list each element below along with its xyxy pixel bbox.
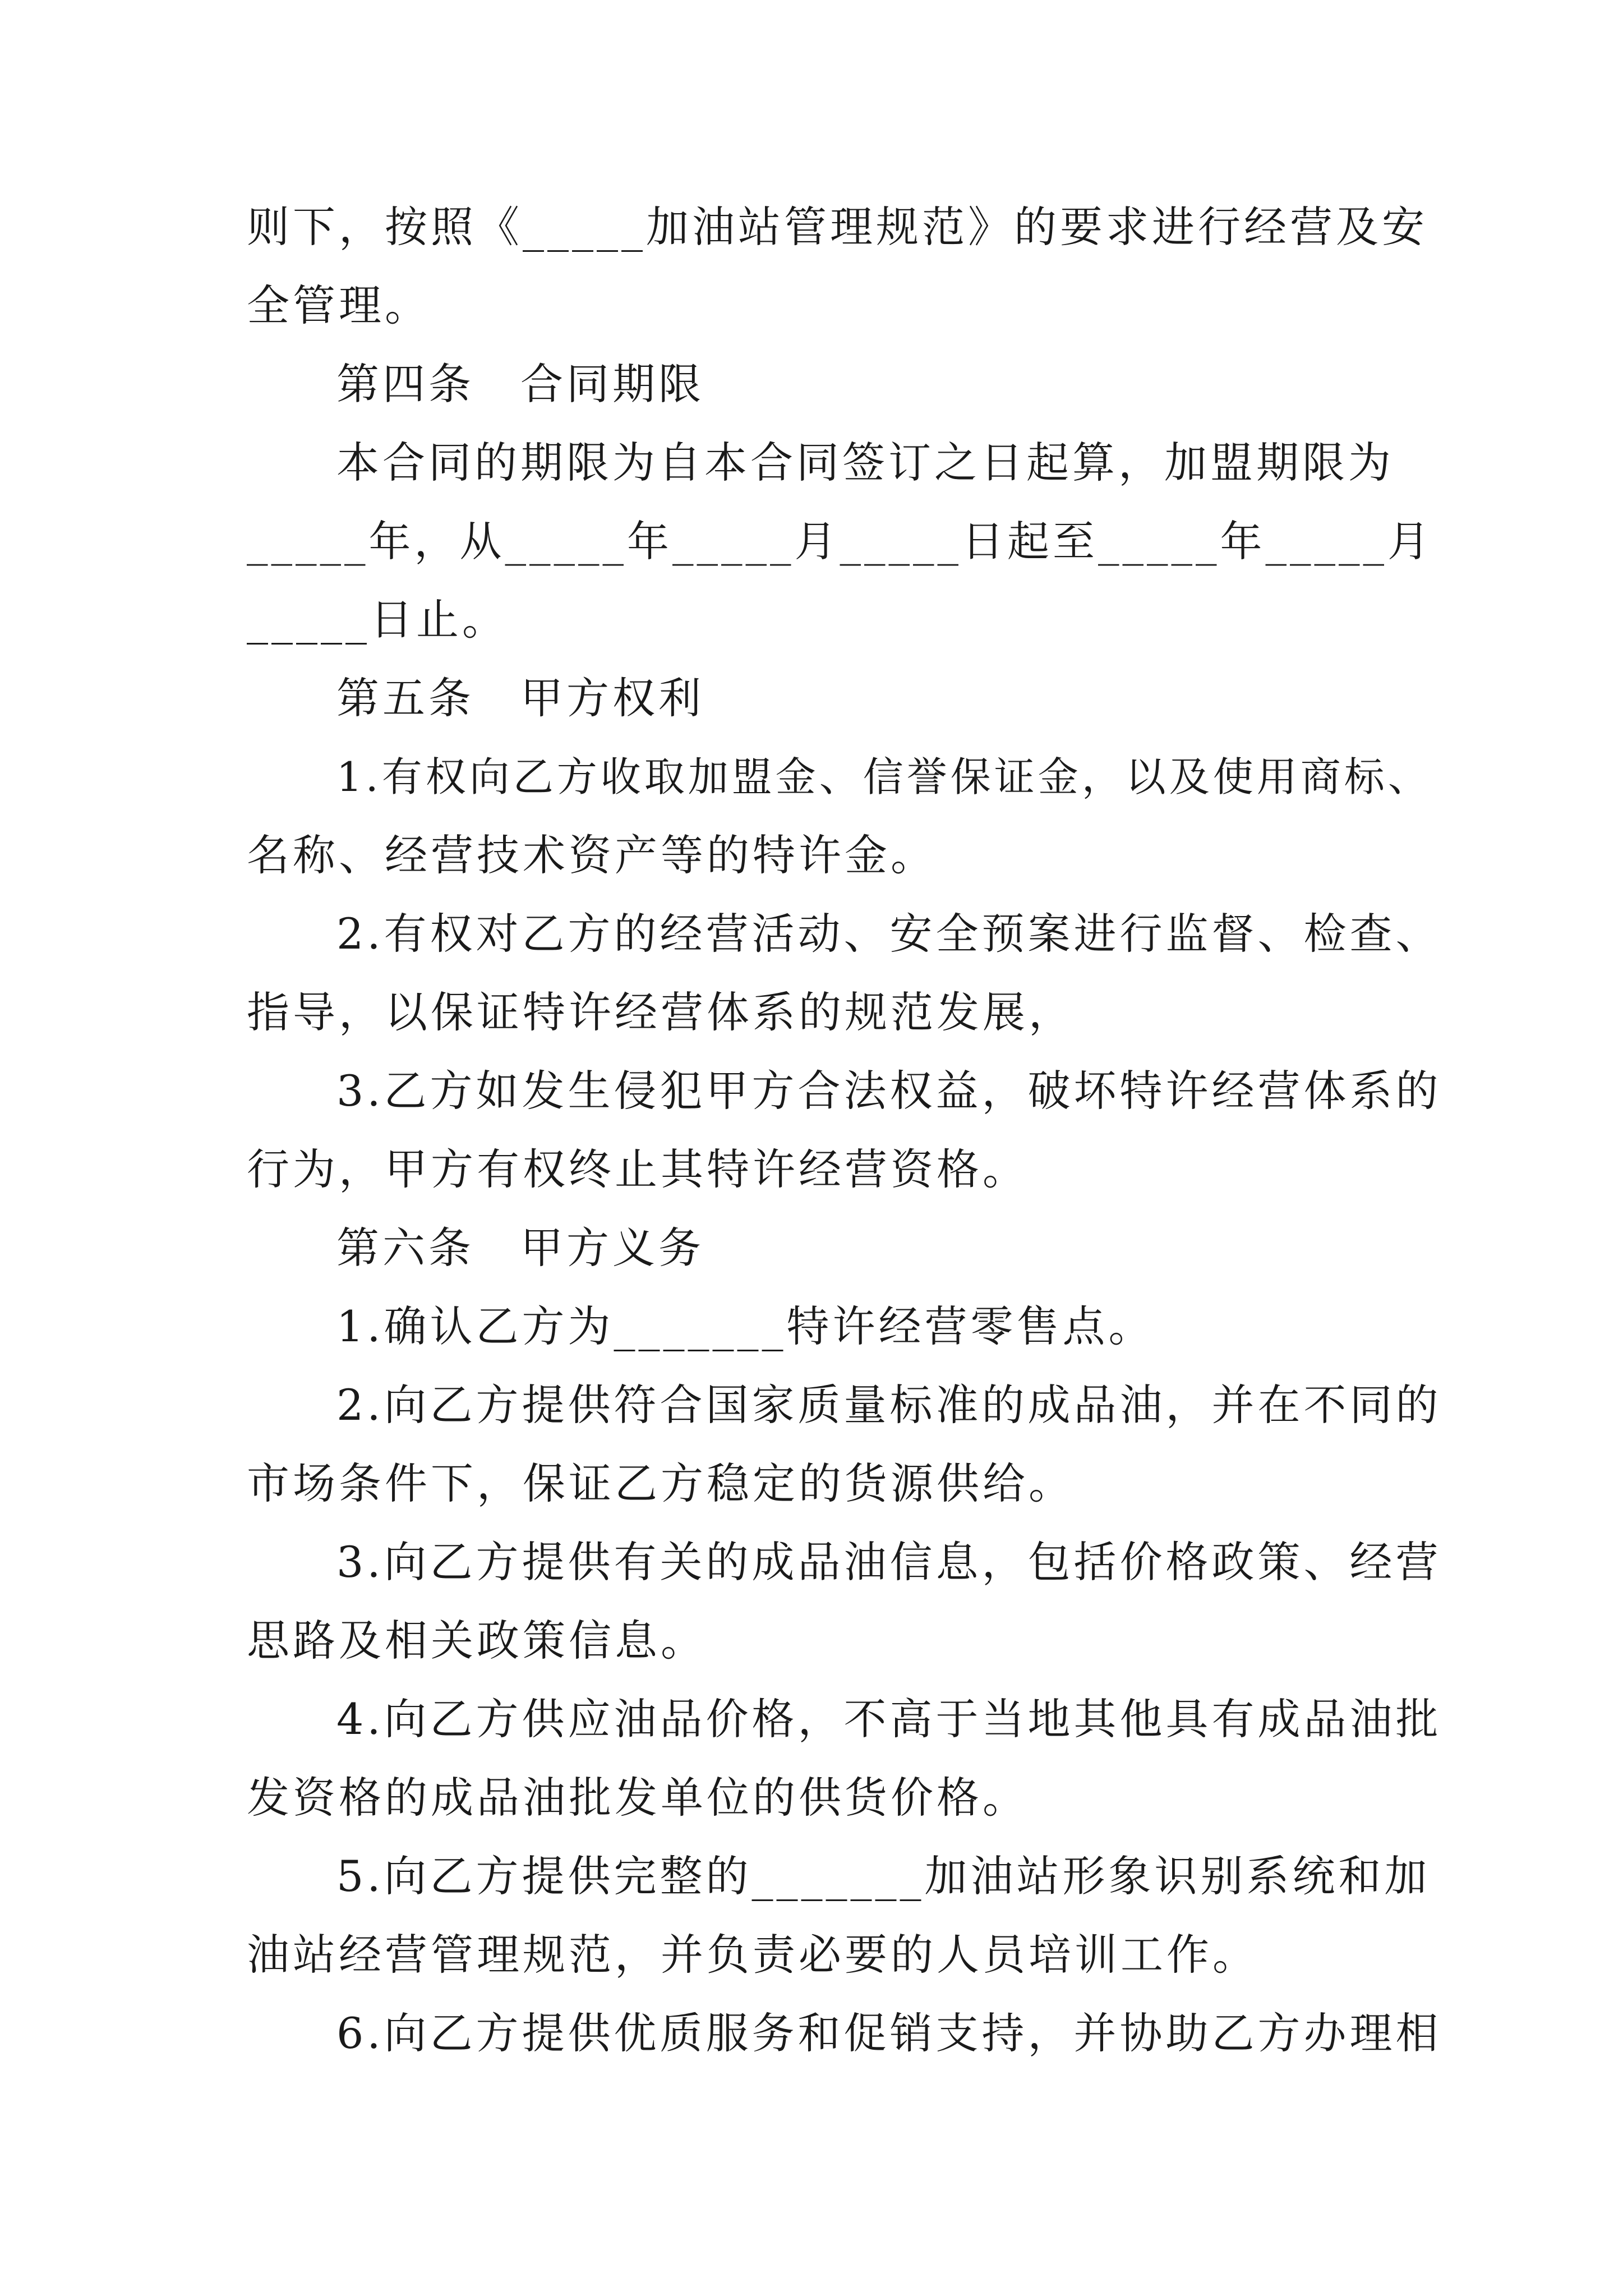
text-line: 4.向乙方供应油品价格，不高于当地其他具有成品油批 <box>336 1694 1442 1744</box>
text-line: 2.有权对乙方的经营活动、安全预案进行监督、检查、 <box>336 909 1442 959</box>
article-heading: 第六条 甲方义务 <box>336 1223 704 1273</box>
text-line: 发资格的成品油批发单位的供货价格。 <box>247 1773 1029 1823</box>
text-line: 3.乙方如发生侵犯甲方合法权益，破坏特许经营体系的 <box>336 1066 1442 1116</box>
article-heading: 第五条 甲方权利 <box>336 673 704 723</box>
text-line: 6.向乙方提供优质服务和促销支持，并协助乙方办理相 <box>336 2008 1442 2058</box>
text-line: 5.向乙方提供完整的_______加油站形象识别系统和加 <box>336 1851 1431 1901</box>
text-line: _____年，从_____年_____月_____日起至_____年_____月 <box>247 517 1433 566</box>
text-line: 行为，甲方有权终止其特许经营资格。 <box>247 1144 1029 1194</box>
text-line: 油站经营管理规范，并负责必要的人员培训工作。 <box>247 1930 1258 1980</box>
text-line: 名称、经营技术资产等的特许金。 <box>247 830 937 880</box>
text-line: 市场条件下，保证乙方稳定的货源供给。 <box>247 1458 1075 1508</box>
text-line: 2.向乙方提供符合国家质量标准的成品油，并在不同的 <box>336 1380 1442 1430</box>
text-line: 1.确认乙方为_______特许经营零售点。 <box>336 1301 1155 1351</box>
text-line: 本合同的期限为自本合同签订之日起算，加盟期限为 <box>336 438 1394 487</box>
article-heading: 第四条 合同期限 <box>336 359 704 409</box>
text-line: _____日止。 <box>247 595 508 645</box>
text-line: 指导，以保证特许经营体系的规范发展， <box>247 987 1075 1037</box>
text-line: 则下，按照《_____加油站管理规范》的要求进行经营及安 <box>247 202 1428 252</box>
text-line: 全管理。 <box>247 280 431 330</box>
text-line: 思路及相关政策信息。 <box>247 1616 707 1665</box>
text-line: 3.向乙方提供有关的成品油信息，包括价格政策、经营 <box>336 1537 1442 1587</box>
text-line: 1.有权向乙方收取加盟金、信誉保证金，以及使用商标、 <box>336 753 1432 800</box>
